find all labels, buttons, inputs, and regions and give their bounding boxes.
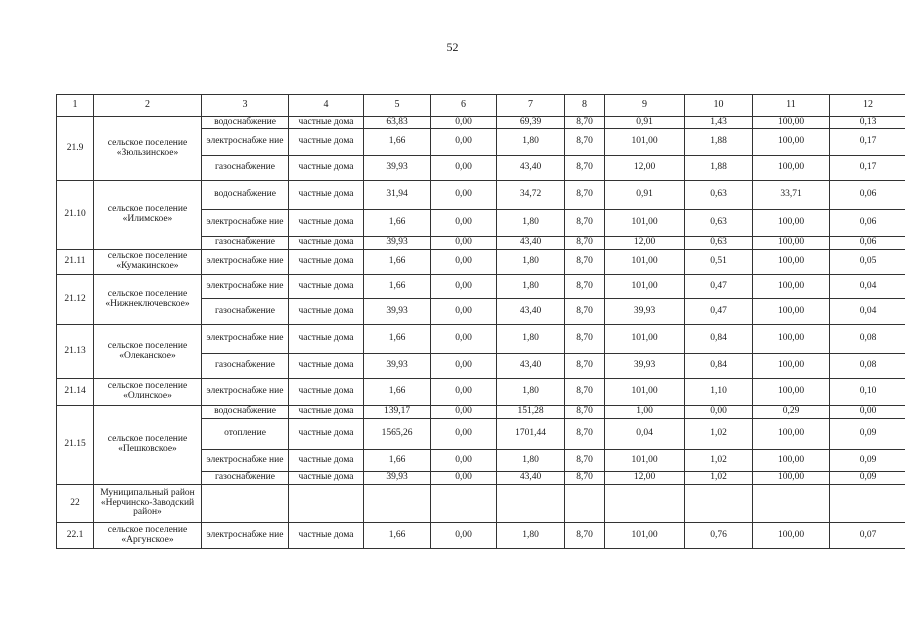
value-cell: 100,00	[753, 275, 830, 299]
value-cell: 0,47	[685, 299, 753, 325]
value-cell: 39,93	[364, 354, 431, 379]
header-cell: 4	[289, 95, 364, 117]
municipality-name: сельское поселение «Зюльзинское»	[94, 117, 202, 181]
value-cell: 0,76	[685, 523, 753, 549]
service-cell: газоснабжение	[202, 354, 289, 379]
housing-type-cell: частные дома	[289, 325, 364, 354]
row-number: 21.10	[57, 181, 94, 250]
tariff-table	[56, 94, 905, 549]
value-cell: 1,66	[364, 450, 431, 472]
header-cell: 11	[753, 95, 830, 117]
service-cell: электроснабже ние	[202, 450, 289, 472]
value-cell: 0,84	[685, 325, 753, 354]
value-cell: 0,00	[431, 354, 497, 379]
value-cell: 1,66	[364, 129, 431, 156]
row-number: 22	[57, 485, 94, 523]
service-cell: электроснабже ние	[202, 250, 289, 275]
value-cell: 0,00	[431, 419, 497, 450]
value-cell: 1,66	[364, 210, 431, 237]
table-body	[57, 117, 905, 549]
value-cell: 12,00	[605, 156, 685, 181]
service-cell: электроснабже ние	[202, 325, 289, 354]
value-cell: 0,00	[431, 299, 497, 325]
value-cell: 8,70	[565, 117, 605, 129]
value-cell: 0,47	[685, 275, 753, 299]
table-row	[57, 406, 905, 419]
value-cell: 0,63	[685, 210, 753, 237]
value-cell: 8,70	[565, 299, 605, 325]
value-cell: 100,00	[753, 210, 830, 237]
row-number: 21.15	[57, 406, 94, 485]
value-cell: 31,94	[364, 181, 431, 210]
value-cell: 0,06	[830, 181, 905, 210]
header-cell: 7	[497, 95, 565, 117]
municipality-name: сельское поселение «Пешковское»	[94, 406, 202, 485]
municipality-name: Муниципальный район «Нерчинско-Заводский район»	[94, 485, 202, 523]
value-cell: 0,29	[753, 406, 830, 419]
service-cell	[202, 485, 289, 523]
service-cell: газоснабжение	[202, 299, 289, 325]
value-cell: 0,04	[830, 299, 905, 325]
value-cell: 100,00	[753, 450, 830, 472]
value-cell: 1,10	[685, 379, 753, 406]
value-cell: 0,63	[685, 237, 753, 250]
service-cell: электроснабже ние	[202, 523, 289, 549]
header-cell: 2	[94, 95, 202, 117]
value-cell: 0,00	[431, 325, 497, 354]
value-cell	[605, 485, 685, 523]
value-cell: 1,80	[497, 450, 565, 472]
table-row	[57, 325, 905, 354]
value-cell: 12,00	[605, 472, 685, 485]
header-cell: 6	[431, 95, 497, 117]
value-cell: 0,84	[685, 354, 753, 379]
value-cell: 100,00	[753, 523, 830, 549]
value-cell: 8,70	[565, 129, 605, 156]
value-cell: 1,66	[364, 379, 431, 406]
value-cell	[753, 485, 830, 523]
value-cell: 0,13	[830, 117, 905, 129]
housing-type-cell	[289, 485, 364, 523]
value-cell: 8,70	[565, 156, 605, 181]
value-cell: 69,39	[497, 117, 565, 129]
value-cell: 0,00	[431, 523, 497, 549]
service-cell: газоснабжение	[202, 237, 289, 250]
header-row	[57, 95, 905, 117]
housing-type-cell: частные дома	[289, 406, 364, 419]
value-cell: 1,88	[685, 129, 753, 156]
value-cell: 0,51	[685, 250, 753, 275]
value-cell: 0,10	[830, 379, 905, 406]
municipality-name: сельское поселение «Олинское»	[94, 379, 202, 406]
value-cell: 101,00	[605, 523, 685, 549]
value-cell: 0,00	[431, 450, 497, 472]
housing-type-cell: частные дома	[289, 181, 364, 210]
value-cell: 1,80	[497, 325, 565, 354]
municipality-name: сельское поселение «Кумакинское»	[94, 250, 202, 275]
value-cell: 1,66	[364, 250, 431, 275]
value-cell: 101,00	[605, 129, 685, 156]
municipality-name: сельское поселение «Олеканское»	[94, 325, 202, 379]
value-cell: 0,91	[605, 181, 685, 210]
value-cell: 39,93	[364, 472, 431, 485]
value-cell: 43,40	[497, 472, 565, 485]
value-cell: 0,09	[830, 450, 905, 472]
value-cell: 8,70	[565, 325, 605, 354]
housing-type-cell: частные дома	[289, 299, 364, 325]
value-cell	[364, 485, 431, 523]
value-cell: 0,08	[830, 325, 905, 354]
table-row	[57, 117, 905, 129]
municipality-name: сельское поселение «Аргунское»	[94, 523, 202, 549]
housing-type-cell: частные дома	[289, 275, 364, 299]
value-cell: 100,00	[753, 156, 830, 181]
value-cell: 1,66	[364, 523, 431, 549]
value-cell: 0,00	[431, 250, 497, 275]
service-cell: электроснабже ние	[202, 210, 289, 237]
value-cell: 8,70	[565, 237, 605, 250]
value-cell: 8,70	[565, 406, 605, 419]
value-cell: 0,00	[431, 210, 497, 237]
value-cell: 100,00	[753, 379, 830, 406]
value-cell: 100,00	[753, 299, 830, 325]
value-cell: 1,43	[685, 117, 753, 129]
value-cell: 34,72	[497, 181, 565, 210]
housing-type-cell: частные дома	[289, 450, 364, 472]
value-cell: 1,66	[364, 325, 431, 354]
housing-type-cell: частные дома	[289, 210, 364, 237]
value-cell: 101,00	[605, 275, 685, 299]
row-number: 21.13	[57, 325, 94, 379]
value-cell: 1,02	[685, 450, 753, 472]
value-cell: 100,00	[753, 419, 830, 450]
value-cell: 100,00	[753, 472, 830, 485]
value-cell: 39,93	[605, 299, 685, 325]
value-cell: 8,70	[565, 523, 605, 549]
value-cell: 8,70	[565, 275, 605, 299]
value-cell: 0,00	[431, 156, 497, 181]
table-row	[57, 379, 905, 406]
housing-type-cell: частные дома	[289, 472, 364, 485]
value-cell: 0,17	[830, 156, 905, 181]
row-number: 22.1	[57, 523, 94, 549]
value-cell: 0,04	[605, 419, 685, 450]
value-cell	[497, 485, 565, 523]
value-cell: 8,70	[565, 354, 605, 379]
housing-type-cell: частные дома	[289, 250, 364, 275]
service-cell: газоснабжение	[202, 472, 289, 485]
row-number: 21.9	[57, 117, 94, 181]
table-row	[57, 181, 905, 210]
header-cell: 8	[565, 95, 605, 117]
value-cell: 100,00	[753, 250, 830, 275]
housing-type-cell: частные дома	[289, 129, 364, 156]
value-cell: 1,00	[605, 406, 685, 419]
value-cell: 151,28	[497, 406, 565, 419]
service-cell: водоснабжение	[202, 117, 289, 129]
value-cell: 8,70	[565, 210, 605, 237]
value-cell: 1,80	[497, 379, 565, 406]
table-row	[57, 250, 905, 275]
value-cell: 100,00	[753, 117, 830, 129]
value-cell: 101,00	[605, 379, 685, 406]
value-cell: 1,80	[497, 250, 565, 275]
municipality-name: сельское поселение «Нижнеключевское»	[94, 275, 202, 325]
value-cell: 43,40	[497, 237, 565, 250]
value-cell: 1,02	[685, 419, 753, 450]
service-cell: водоснабжение	[202, 406, 289, 419]
value-cell: 39,93	[364, 237, 431, 250]
value-cell: 0,04	[830, 275, 905, 299]
value-cell: 1701,44	[497, 419, 565, 450]
housing-type-cell: частные дома	[289, 237, 364, 250]
header-cell: 10	[685, 95, 753, 117]
housing-type-cell: частные дома	[289, 419, 364, 450]
value-cell: 1,80	[497, 275, 565, 299]
service-cell: электроснабже ние	[202, 275, 289, 299]
page-number: 52	[446, 40, 459, 54]
header-cell: 1	[57, 95, 94, 117]
header-cell: 12	[830, 95, 905, 117]
value-cell: 0,08	[830, 354, 905, 379]
value-cell: 1,02	[685, 472, 753, 485]
header-cell: 9	[605, 95, 685, 117]
value-cell: 0,00	[431, 237, 497, 250]
value-cell: 0,00	[431, 472, 497, 485]
value-cell: 1,80	[497, 523, 565, 549]
housing-type-cell: частные дома	[289, 379, 364, 406]
housing-type-cell: частные дома	[289, 354, 364, 379]
housing-type-cell: частные дома	[289, 523, 364, 549]
value-cell: 8,70	[565, 472, 605, 485]
table-row	[57, 485, 905, 523]
value-cell: 43,40	[497, 156, 565, 181]
value-cell: 101,00	[605, 250, 685, 275]
value-cell: 1,66	[364, 275, 431, 299]
value-cell: 0,00	[431, 406, 497, 419]
value-cell: 0,00	[431, 181, 497, 210]
value-cell: 1565,26	[364, 419, 431, 450]
housing-type-cell: частные дома	[289, 156, 364, 181]
service-cell: отопление	[202, 419, 289, 450]
value-cell: 39,93	[605, 354, 685, 379]
value-cell: 1,88	[685, 156, 753, 181]
value-cell: 43,40	[497, 354, 565, 379]
service-cell: электроснабже ние	[202, 379, 289, 406]
value-cell: 39,93	[364, 299, 431, 325]
value-cell: 39,93	[364, 156, 431, 181]
value-cell: 8,70	[565, 379, 605, 406]
value-cell: 63,83	[364, 117, 431, 129]
value-cell: 0,00	[431, 379, 497, 406]
value-cell: 0,63	[685, 181, 753, 210]
value-cell	[685, 485, 753, 523]
value-cell: 0,09	[830, 419, 905, 450]
value-cell: 8,70	[565, 181, 605, 210]
value-cell: 1,80	[497, 129, 565, 156]
value-cell: 101,00	[605, 325, 685, 354]
header-cell: 5	[364, 95, 431, 117]
value-cell	[830, 485, 905, 523]
value-cell: 0,05	[830, 250, 905, 275]
value-cell: 8,70	[565, 450, 605, 472]
service-cell: водоснабжение	[202, 181, 289, 210]
value-cell: 43,40	[497, 299, 565, 325]
value-cell: 8,70	[565, 250, 605, 275]
value-cell: 0,00	[830, 406, 905, 419]
value-cell: 100,00	[753, 237, 830, 250]
row-number: 21.14	[57, 379, 94, 406]
table-row	[57, 275, 905, 299]
value-cell: 33,71	[753, 181, 830, 210]
value-cell: 0,07	[830, 523, 905, 549]
value-cell: 101,00	[605, 210, 685, 237]
value-cell: 0,00	[431, 117, 497, 129]
value-cell	[431, 485, 497, 523]
header-cell: 3	[202, 95, 289, 117]
value-cell: 12,00	[605, 237, 685, 250]
value-cell: 0,06	[830, 210, 905, 237]
service-cell: электроснабже ние	[202, 129, 289, 156]
value-cell: 0,91	[605, 117, 685, 129]
value-cell: 101,00	[605, 450, 685, 472]
value-cell: 0,06	[830, 237, 905, 250]
value-cell	[565, 485, 605, 523]
value-cell: 0,00	[431, 275, 497, 299]
municipality-name: сельское поселение «Илимское»	[94, 181, 202, 250]
value-cell: 8,70	[565, 419, 605, 450]
table-row	[57, 523, 905, 549]
value-cell: 0,00	[431, 129, 497, 156]
value-cell: 139,17	[364, 406, 431, 419]
value-cell: 100,00	[753, 325, 830, 354]
row-number: 21.12	[57, 275, 94, 325]
housing-type-cell: частные дома	[289, 117, 364, 129]
service-cell: газоснабжение	[202, 156, 289, 181]
row-number: 21.11	[57, 250, 94, 275]
value-cell: 0,17	[830, 129, 905, 156]
value-cell: 100,00	[753, 354, 830, 379]
value-cell: 100,00	[753, 129, 830, 156]
value-cell: 0,00	[685, 406, 753, 419]
value-cell: 1,80	[497, 210, 565, 237]
value-cell: 0,09	[830, 472, 905, 485]
